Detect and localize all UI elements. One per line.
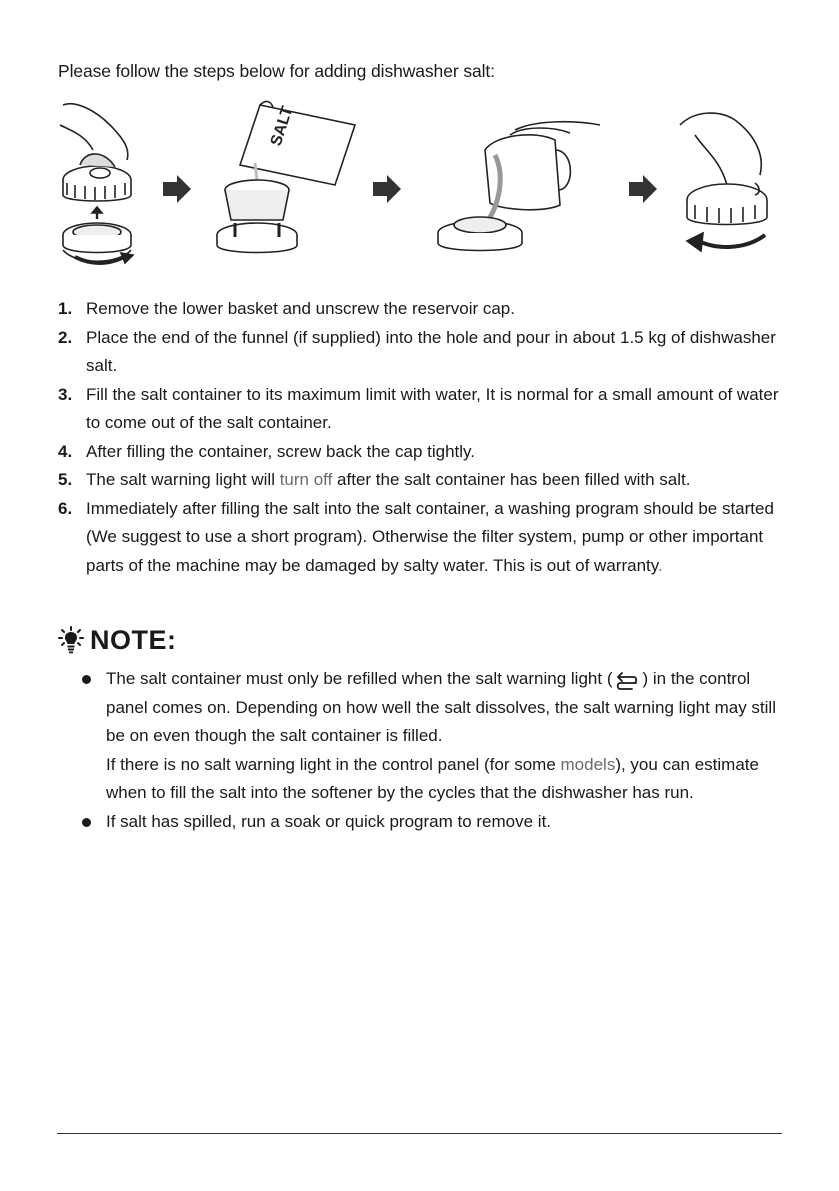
note-item	[80, 808, 780, 837]
arrow-right-icon	[163, 175, 191, 203]
footer-divider	[57, 1133, 782, 1134]
step-text: After filling the container, screw back the cap tightly.	[86, 441, 475, 461]
step-item	[58, 324, 788, 381]
note-text-emphasis: models	[560, 754, 616, 774]
note-text: If salt has spilled, run a soak or quick program to remove it.	[106, 811, 552, 831]
step-text: after the salt container has been filled with salt.	[332, 470, 691, 489]
step-text-emphasis: .	[657, 555, 663, 575]
arrow-right-icon	[629, 175, 657, 203]
note-text: ) in the control panel comes on. Depending on how well the salt dissolves, the salt warning light may still be on even though the salt container is filled.	[106, 669, 776, 745]
step-item	[58, 295, 788, 324]
note-heading	[58, 620, 177, 660]
step-text: The salt warning light will	[86, 470, 280, 489]
steps-list	[58, 295, 788, 580]
step-number: 1.	[58, 299, 73, 318]
hand-unscrew-cap-icon	[60, 104, 133, 263]
lightbulb-icon	[58, 626, 84, 654]
salt-warning-icon	[614, 670, 640, 690]
hand-screw-cap-icon	[680, 113, 767, 251]
step-text: Immediately after filling the salt into the salt container, a washing program should be started (We suggest to use a short program). Otherwise the filter system, pump or other important parts of the machine may be damaged by salty water. This is out of warranty	[86, 498, 774, 575]
step-item	[58, 495, 788, 581]
arrow-right-icon	[373, 175, 401, 203]
salt-steps-illustration	[55, 95, 795, 275]
note-paragraph	[106, 665, 780, 751]
note-title: NOTE:	[90, 624, 177, 655]
intro-text: Please follow the steps below for adding dishwasher salt:	[58, 61, 495, 81]
step-number: 3.	[58, 384, 73, 404]
step-number: 5.	[58, 470, 73, 489]
step-text: Fill the salt container to its maximum limit with water, It is normal for a small amount of water to come out of the salt container.	[86, 384, 779, 432]
note-text: ), you can estimate when to fill the salt into the softener by the cycles that the dishwasher has run.	[106, 754, 759, 802]
step-number: 6.	[58, 498, 73, 518]
note-paragraph	[106, 808, 780, 837]
pour-water-icon	[438, 122, 600, 251]
step-text: Place the end of the funnel (if supplied) into the hole and pour in about 1.5 kg of dishwasher salt.	[86, 327, 776, 375]
note-text: The salt container must only be refilled when the salt warning light (	[106, 669, 613, 688]
bullet-icon	[82, 675, 91, 684]
step-item	[58, 381, 788, 438]
bullet-icon	[82, 818, 91, 827]
note-item	[80, 665, 780, 808]
salt-bag-label: SALT	[267, 104, 297, 149]
note-paragraph	[106, 751, 780, 808]
step-text-emphasis: turn off	[279, 470, 333, 489]
step-number: 2.	[58, 327, 73, 347]
note-text: If there is no salt warning light in the control panel (for some	[106, 754, 561, 774]
step-text: Remove the lower basket and unscrew the reservoir cap.	[86, 299, 515, 318]
step-item	[58, 466, 788, 495]
pour-salt-icon	[217, 101, 355, 252]
step-number: 4.	[58, 441, 73, 461]
step-item	[58, 438, 788, 467]
note-list	[80, 665, 780, 836]
